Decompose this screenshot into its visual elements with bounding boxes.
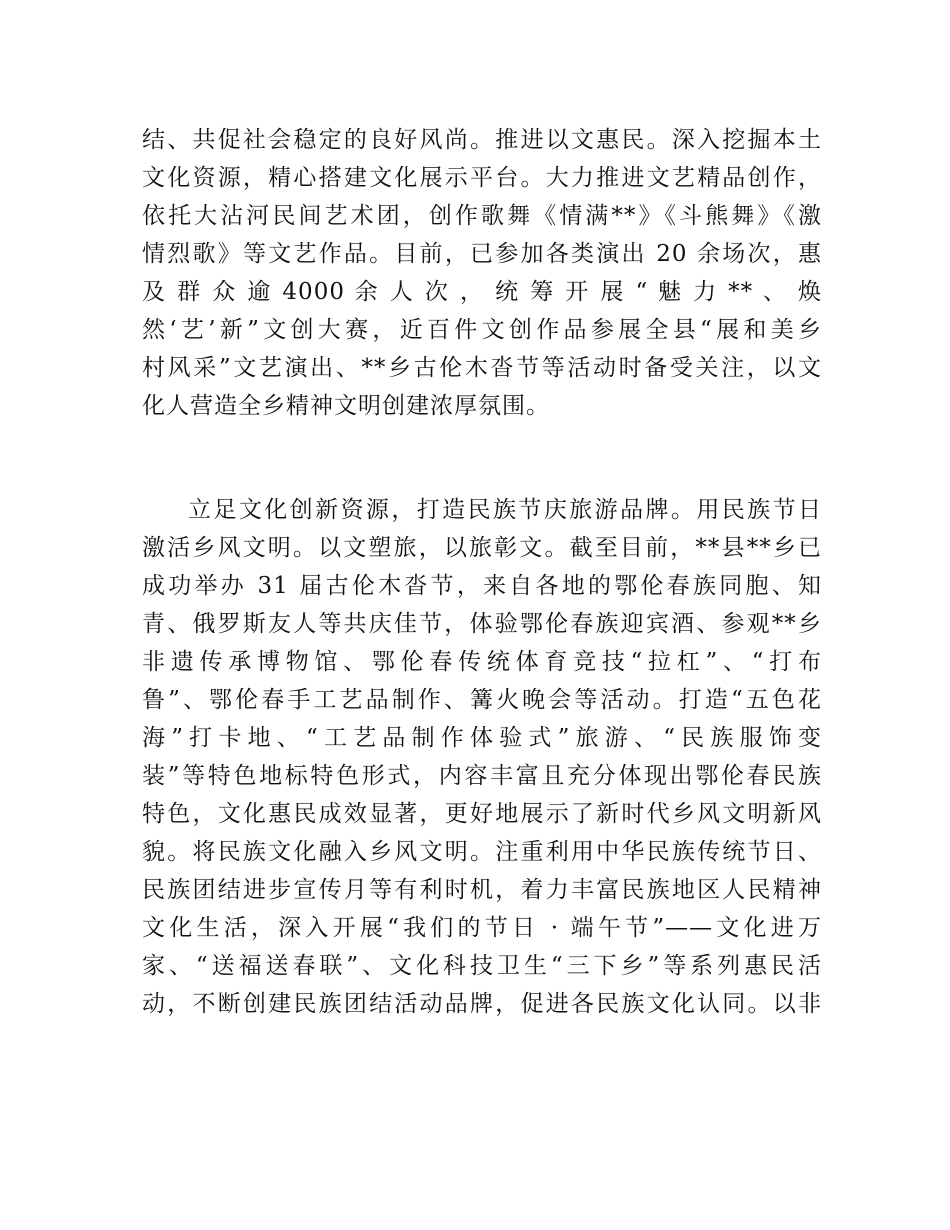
paragraph-2-line: 文化生活，深入开展“我们的节日 · 端午节”——文化进万 (142, 915, 822, 941)
paragraph-1-line: 及 群 众 逾 4000 余 人 次 ， 统 筹 开 展 “ 魅 力 ** 、 焕 (142, 279, 822, 305)
paragraph-1-line: 依托大沾河民间艺术团，创作歌舞《情满**》《斗熊舞》《激 (142, 203, 822, 229)
paragraph-2-line: 海”打卡地、“工艺品制作体验式”旅游、“民族服饰变 (142, 725, 822, 751)
paragraph-2-line: 非遗传承博物馆、鄂伦春传统体育竞技“拉杠”、“打布 (142, 649, 822, 675)
paragraph-2-line: 特色，文化惠民成效显著，更好地展示了新时代乡风文明新风 (142, 801, 822, 827)
paragraph-1-line: 结、共促社会稳定的良好风尚。推进以文惠民。深入挖掘本土 (142, 127, 822, 153)
paragraph-1-line: 然‘艺’新”文创大赛，近百件文创作品参展全县“展和美乡 (142, 317, 822, 343)
paragraph-2-line: 青、俄罗斯友人等共庆佳节，体验鄂伦春族迎宾酒、参观**乡 (142, 611, 822, 637)
paragraph-1-line: 化人营造全乡精神文明创建浓厚氛围。 (142, 393, 550, 419)
paragraph-1-line: 情烈歌》等文艺作品。目前，已参加各类演出 20 余场次，惠 (142, 241, 822, 267)
paragraph-1-line: 文化资源，精心搭建文化展示平台。大力推进文艺精品创作， (142, 165, 822, 191)
paragraph-2-line: 装”等特色地标特色形式，内容丰富且充分体现出鄂伦春民族 (142, 763, 822, 789)
paragraph-1 (142, 121, 822, 425)
paragraph-2-line: 鲁”、鄂伦春手工艺品制作、篝火晚会等活动。打造“五色花 (142, 687, 822, 713)
paragraph-2-line: 激活乡风文明。以文塑旅，以旅彰文。截至目前，**县**乡已 (142, 535, 822, 561)
paragraph-2-line: 家、“送福送春联”、文化科技卫生“三下乡”等系列惠民活 (142, 953, 822, 979)
paragraph-2-line: 成功举办 31 届古伦木沓节，来自各地的鄂伦春族同胞、知 (142, 573, 822, 599)
paragraph-2-line: 动，不断创建民族团结活动品牌，促进各民族文化认同。以非 (142, 991, 822, 1017)
paragraph-2-line: 立足文化创新资源，打造民族节庆旅游品牌。用民族节日 (188, 497, 822, 523)
paragraph-1-line: 村风采”文艺演出、**乡古伦木沓节等活动时备受关注，以文 (142, 355, 822, 381)
paragraph-2-line: 民族团结进步宣传月等有利时机，着力丰富民族地区人民精神 (142, 877, 822, 903)
paragraph-2-line: 貌。将民族文化融入乡风文明。注重利用中华民族传统节日、 (142, 839, 822, 865)
paragraph-2 (142, 491, 822, 1023)
